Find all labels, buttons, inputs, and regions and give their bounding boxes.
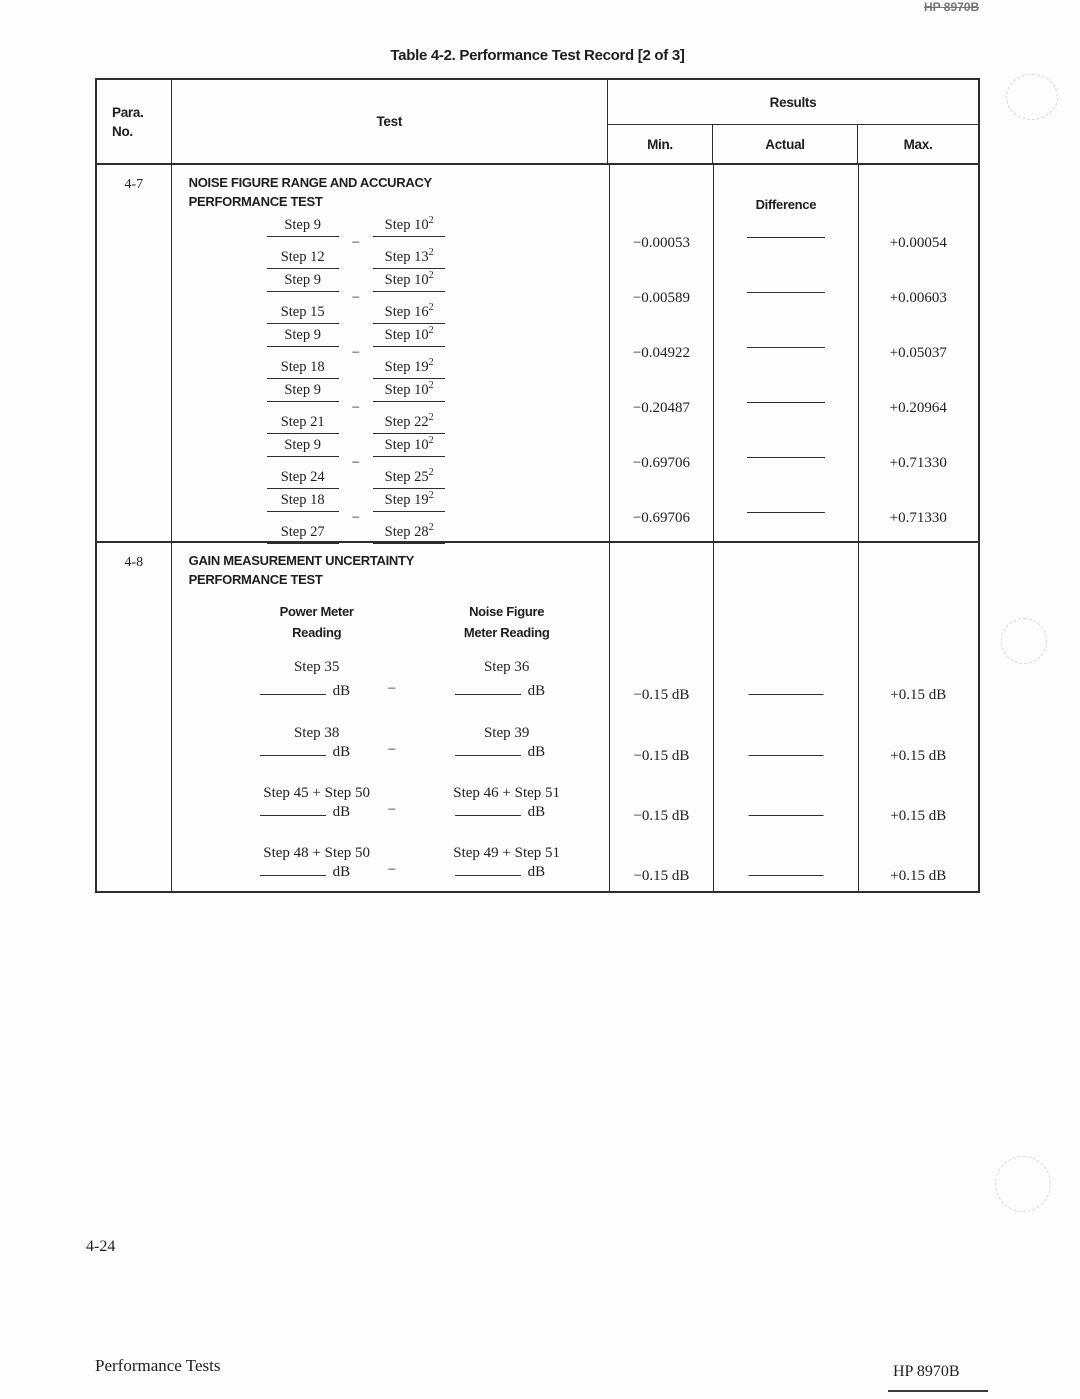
section-4-7-actual-cell [714, 165, 858, 541]
fraction-numerator: Step $10^2$ [373, 327, 445, 347]
section-4-8-row [97, 543, 978, 891]
fraction-numerator: Step $10^2$ [373, 382, 445, 402]
para-number: 4-7 [124, 177, 144, 192]
gain-row-blanks [172, 862, 609, 882]
section-4-8-actual-cell [714, 543, 858, 891]
fraction-denominator: Step 12 [267, 249, 339, 269]
fraction-numerator: Step $10^2$ [373, 437, 445, 457]
max-value: +0.20964 [889, 400, 947, 416]
fraction-numerator: Step 9 [267, 272, 339, 292]
min-value: −0.69706 [632, 455, 691, 471]
fraction-denominator: Step $22^2$ [373, 414, 445, 434]
fraction-denominator: Step 15 [267, 304, 339, 324]
max-value: +0.00603 [889, 290, 947, 306]
section-4-8-max-cell [859, 543, 978, 891]
section-4-7-test-cell [172, 165, 610, 541]
difference-label: Difference [755, 197, 817, 212]
table-title: Table 4-2. Performance Test Record [2 of 3] [390, 47, 685, 64]
header-results-subrow [608, 125, 978, 163]
minus-sign: − [387, 681, 397, 697]
ratio-expression [267, 217, 445, 269]
db-unit: dB [332, 804, 351, 820]
header-max [858, 125, 978, 163]
blank-line [748, 755, 823, 756]
blank-line [747, 402, 825, 403]
max-value: +0.00054 [889, 235, 947, 251]
db-unit: dB [527, 683, 546, 699]
max-value: +0.15 dB [890, 808, 947, 824]
gain-row-blanks [172, 802, 609, 822]
blank-line [260, 681, 326, 695]
para-number: 4-8 [124, 555, 144, 570]
left-step-label: Step 35 [293, 659, 340, 675]
fraction-denominator: Step $25^2$ [373, 469, 445, 489]
db-unit: dB [332, 683, 351, 699]
db-unit: dB [332, 744, 351, 760]
scan-artifact-circle [995, 1156, 1051, 1212]
max-value: +0.71330 [889, 455, 947, 471]
section-title-line1: NOISE FIGURE RANGE AND ACCURACY [188, 175, 432, 190]
db-unit: dB [527, 864, 546, 880]
minus-sign: − [387, 742, 397, 758]
blank-line [747, 292, 825, 293]
superscript: 2 [428, 490, 434, 502]
gain-row-blanks [172, 681, 609, 701]
superscript: 2 [428, 412, 434, 424]
fraction-numerator: Step $10^2$ [373, 217, 445, 237]
section-4-8-test-cell [172, 543, 610, 891]
column-header-line2: Meter Reading [463, 625, 550, 640]
fraction [267, 272, 339, 324]
gain-row-labels [172, 659, 609, 679]
max-value: +0.15 dB [890, 748, 947, 764]
left-db-blank [260, 802, 351, 821]
minus-sign: − [387, 802, 397, 818]
fraction-denominator: Step 27 [267, 524, 339, 544]
scan-artifact-circle [1001, 618, 1047, 664]
section-title-line2: PERFORMANCE TEST [188, 572, 323, 587]
noise-figure-meter-reading-header [412, 601, 602, 643]
max-value: +0.15 dB [890, 687, 947, 703]
min-value: −0.00589 [632, 290, 691, 306]
fraction-numerator: Step $10^2$ [373, 272, 445, 292]
header-actual [713, 125, 858, 163]
superscript: 2 [428, 522, 434, 534]
column-header-line1: Noise Figure [469, 604, 545, 619]
header-test [172, 80, 608, 163]
right-db-blank [455, 742, 546, 761]
left-step-label: Step 38 [293, 725, 340, 741]
header-para-line1: Para. [112, 104, 144, 120]
scan-artifact-circle [1006, 74, 1058, 120]
blank-line [747, 347, 825, 348]
superscript: 2 [428, 302, 434, 314]
superscript: 2 [428, 467, 434, 479]
superscript: 2 [428, 247, 434, 259]
table-header-row [97, 80, 978, 165]
max-value: +0.71330 [889, 510, 947, 526]
superscript: 2 [428, 357, 434, 369]
fraction [267, 492, 339, 544]
section-title-line2: PERFORMANCE TEST [188, 194, 323, 209]
db-unit: dB [527, 744, 546, 760]
section-title-line1: GAIN MEASUREMENT UNCERTAINTY [188, 553, 415, 568]
blank-line [748, 694, 823, 695]
minus-sign: − [351, 234, 361, 251]
fraction-denominator: Step 18 [267, 359, 339, 379]
header-para-line2: No. [112, 123, 133, 139]
column-header-line1: Power Meter [279, 604, 354, 619]
right-step-label: Step 36 [483, 659, 530, 675]
ratio-expression [267, 382, 445, 434]
superscript: 2 [428, 270, 434, 282]
blank-line [260, 862, 326, 876]
blank-line [455, 681, 521, 695]
fraction-denominator: Step $13^2$ [373, 249, 445, 269]
page-number: 4-24 [86, 1238, 116, 1255]
blank-line [455, 862, 521, 876]
minus-sign: − [351, 399, 361, 416]
fraction [267, 437, 339, 489]
fraction-numerator: Step 18 [267, 492, 339, 512]
fraction-denominator: Step $16^2$ [373, 304, 445, 324]
header-min [608, 125, 713, 163]
header-actual-label: Actual [765, 136, 805, 152]
column-header-line2: Reading [292, 625, 342, 640]
min-value: −0.15 dB [633, 687, 690, 703]
header-results-block [608, 80, 978, 163]
left-db-blank [260, 862, 351, 881]
max-value: +0.15 dB [890, 868, 947, 884]
ratio-expression [267, 492, 445, 544]
right-db-blank [455, 862, 546, 881]
fraction-numerator: Step 9 [267, 217, 339, 237]
fraction-numerator: Step 9 [267, 437, 339, 457]
ratio-expression [267, 327, 445, 379]
power-meter-reading-header [212, 601, 422, 643]
fraction [373, 492, 445, 544]
right-step-label: Step 39 [483, 725, 530, 741]
db-unit: dB [527, 804, 546, 820]
footer-rule [888, 1390, 988, 1392]
fraction [373, 327, 445, 379]
fraction-denominator: Step $19^2$ [373, 359, 445, 379]
right-step-label: Step 49 + Step 51 [453, 845, 561, 861]
blank-line [260, 742, 326, 756]
fraction [373, 382, 445, 434]
page-corner-doc-id: HP 8970B [924, 0, 980, 13]
min-value: −0.04922 [632, 345, 691, 361]
section-4-7-max-cell [859, 165, 978, 541]
superscript: 2 [428, 435, 434, 447]
superscript: 2 [428, 380, 434, 392]
superscript: 2 [428, 215, 434, 227]
fraction [373, 272, 445, 324]
blank-line [455, 802, 521, 816]
blank-line [455, 742, 521, 756]
minus-sign: − [387, 862, 397, 878]
header-results-label: Results [769, 94, 817, 110]
ratio-expression [267, 437, 445, 489]
fraction-numerator: Step $19^2$ [373, 492, 445, 512]
min-value: −0.20487 [632, 400, 691, 416]
performance-test-record-table [95, 78, 980, 893]
blank-line [748, 875, 823, 876]
footer-model-number: HP 8970B [893, 1363, 960, 1380]
right-step-label: Step 46 + Step 51 [453, 785, 561, 801]
fraction-denominator: Step 21 [267, 414, 339, 434]
fraction-denominator: Step $28^2$ [373, 524, 445, 544]
min-value: −0.15 dB [633, 808, 690, 824]
fraction-numerator: Step 9 [267, 327, 339, 347]
header-para-no [97, 80, 172, 163]
min-value: −0.00053 [632, 235, 691, 251]
fraction [373, 437, 445, 489]
fraction-denominator: Step 24 [267, 469, 339, 489]
footer-section-title: Performance Tests [95, 1356, 221, 1375]
minus-sign: − [351, 509, 361, 526]
ratio-expression [267, 272, 445, 324]
fraction [373, 217, 445, 269]
max-value: +0.05037 [889, 345, 947, 361]
fraction-numerator: Step 9 [267, 382, 339, 402]
header-test-label: Test [376, 114, 403, 129]
fraction [267, 217, 339, 269]
section-4-7-row [97, 165, 978, 543]
blank-line [260, 802, 326, 816]
blank-line [747, 237, 825, 238]
right-db-blank [455, 681, 546, 700]
left-db-blank [260, 681, 351, 700]
section-4-7-min-cell [610, 165, 715, 541]
blank-line [747, 512, 825, 513]
fraction [267, 382, 339, 434]
section-4-7-para-cell [97, 165, 172, 541]
fraction [267, 327, 339, 379]
minus-sign: − [351, 454, 361, 471]
left-db-blank [260, 742, 351, 761]
gain-row-blanks [172, 742, 609, 762]
blank-line [747, 457, 825, 458]
min-value: −0.69706 [632, 510, 691, 526]
left-step-label: Step 45 + Step 50 [263, 785, 371, 801]
min-value: −0.15 dB [633, 868, 690, 884]
header-max-label: Max. [903, 136, 933, 152]
header-min-label: Min. [647, 136, 673, 152]
db-unit: dB [332, 864, 351, 880]
superscript: 2 [428, 325, 434, 337]
minus-sign: − [351, 289, 361, 306]
right-db-blank [455, 802, 546, 821]
section-4-8-min-cell [610, 543, 715, 891]
blank-line [748, 815, 823, 816]
min-value: −0.15 dB [633, 748, 690, 764]
header-results [608, 80, 978, 125]
left-step-label: Step 48 + Step 50 [263, 845, 371, 861]
minus-sign: − [351, 344, 361, 361]
section-4-8-para-cell [97, 543, 172, 891]
